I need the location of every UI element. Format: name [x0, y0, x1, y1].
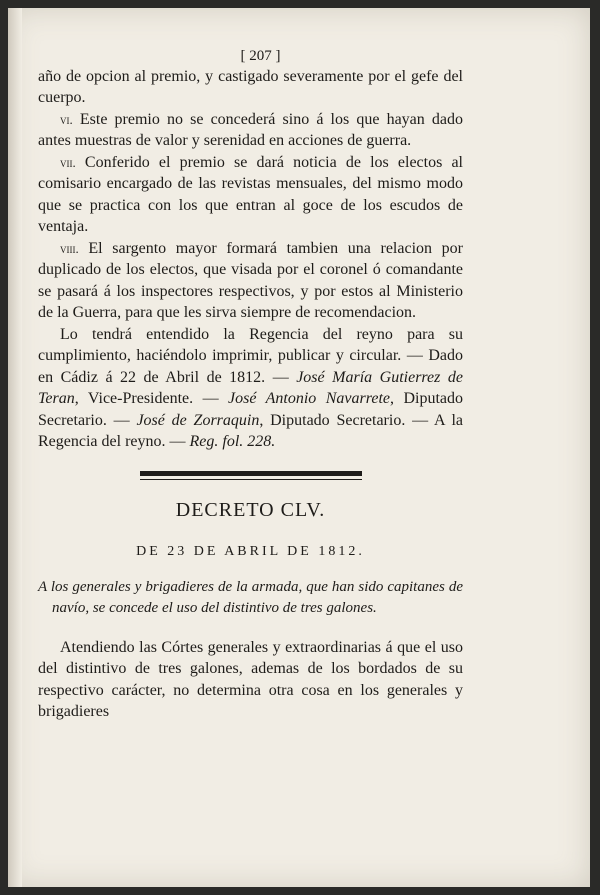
item-vii-numeral: vii. [60, 154, 76, 170]
item-vii-text: Conferido el premio se dará noticia de los electos al comisario encargado de las revistas mensuales, del mismo modo que se practica con los que entran al goce de los escudos de ventaja. [38, 153, 463, 235]
item-vi-text: Este premio no se concederá sino á los que hayan dado antes muestras de valor y serenidad en acciones de guerra. [38, 110, 463, 149]
decree-body: Atendiendo las Córtes generales y extraordinarias á que el uso del distintivo de tres galones, ademas de los bordados de su respectivo carácter, no determina otra cosa en los generales y brigadieres [38, 638, 463, 720]
book-page [8, 8, 590, 887]
page-text [38, 46, 463, 723]
closing-text-1: Lo tendrá entendido la Regencia del reyno para su cumplimiento, haciéndolo imprimir, publicar y circular. — Dado en Cádiz á 22 de Abril de 1812. — [38, 325, 463, 386]
decree-date: DE 23 DE ABRIL DE 1812. [136, 544, 365, 559]
page-number: [ 207 ] [240, 48, 281, 64]
item-viii-text: El sargento mayor formará tambien una relacion por duplicado de los electos, que visada por el coronel ó comandante se pasará á los inspectores respectivos, y por estos al Ministerio de la Guerra, para que les sirva siempre de recomendacion. [38, 239, 463, 321]
signatory-teran: José María Gutierrez de Teran [38, 368, 463, 407]
signatory-navarrete: José Antonio Navarrete [228, 390, 391, 407]
closing-text-2: , Vice-Presidente. — [74, 390, 229, 407]
decree-summary: A los generales y brigadieres de la armada, que han sido capitanes de navío, se concede el uso del distintivo de tres galones. [38, 578, 463, 616]
closing-text-3: , Diputado Secretario. — [38, 390, 464, 429]
closing-text-4: , Diputado Secretario. — A la Regencia del reyno. — [38, 411, 464, 450]
item-viii-numeral: viii. [60, 240, 79, 256]
section-divider [140, 471, 362, 476]
item-vi [38, 109, 463, 152]
page-gutter [8, 8, 22, 887]
item-viii [38, 238, 463, 324]
closing-paragraph [38, 324, 463, 453]
item-vii [38, 152, 463, 238]
signatory-zorraquin: José de Zorraquin [136, 411, 260, 429]
register-reference: Reg. fol. 228. [189, 433, 276, 450]
decree-title: DECRETO CLV. [175, 498, 326, 521]
paragraph-continuation: año de opcion al premio, y castigado severamente por el gefe del cuerpo. [38, 67, 463, 106]
item-vi-numeral: vi. [60, 111, 73, 127]
